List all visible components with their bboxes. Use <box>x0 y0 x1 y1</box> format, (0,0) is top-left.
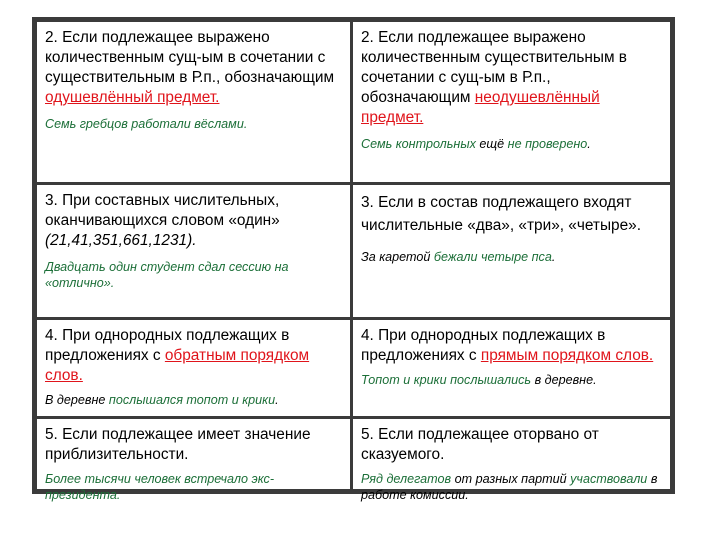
example-part: Ряд делегатов <box>361 472 455 486</box>
rule-text <box>361 28 664 128</box>
rule-lead: 2. Если подлежащее выражено количественным существительным в сочетании с сущ-ым в Р.п., обозначающим <box>361 29 627 106</box>
example-part: участвовали <box>570 472 651 486</box>
example-text: Двадцать один студент сдал сессию на «отлично». <box>45 260 289 290</box>
example-part: не проверено <box>507 137 588 151</box>
example-part: . <box>587 137 591 151</box>
rules-table <box>32 17 675 502</box>
example-part: от разных партий <box>454 472 571 486</box>
rule-lead: 2. Если подлежащее выражено количественным сущ-ым в сочетании с существительным в Р.п., обозначающим <box>45 29 335 86</box>
highlighted-term: неодушевлённый предмет. <box>361 89 600 126</box>
table-cell <box>353 185 670 317</box>
rule-text <box>45 28 344 108</box>
rule-text: 5. Если подлежащее имеет значение приблизительности. <box>45 426 311 463</box>
rule-lead: 4. При однородных подлежащих в предложениях с <box>45 327 290 364</box>
highlighted-term: обратным порядком слов. <box>45 347 310 384</box>
table-cell <box>37 320 350 416</box>
table-cell <box>37 22 350 182</box>
example-part: . <box>275 393 279 407</box>
example-part: Семь контрольных <box>361 137 480 151</box>
highlighted-term: одушевлённый предмет. <box>45 89 220 106</box>
rule-lead: 3. При составных числительных, оканчивающихся словом «один» <box>45 192 280 229</box>
rule-text <box>45 326 344 386</box>
example-part: бежали четыре пса <box>433 250 552 264</box>
rule-lead: 4. При однородных подлежащих в предложениях с <box>361 327 606 364</box>
table-cell <box>353 22 670 182</box>
table-cell <box>353 419 670 502</box>
example-text: Семь гребцов работали вёслами. <box>45 117 248 131</box>
table-cell <box>353 320 670 416</box>
example-part: Топот и крики послышались <box>361 373 535 387</box>
highlighted-term: прямым порядком слов. <box>480 347 654 364</box>
example-part: . <box>593 373 597 387</box>
rule-text: 5. Если подлежащее оторвано от сказуемого. <box>361 426 599 463</box>
example-text <box>361 471 664 503</box>
example-part: . <box>551 250 556 264</box>
rule-text <box>45 191 344 251</box>
example-text <box>45 392 344 408</box>
example-part: . <box>465 488 469 502</box>
example-part: послышался топот и крики <box>108 393 276 407</box>
example-text: Более тысячи человек встречало экс-президента. <box>45 472 275 502</box>
example-text <box>361 136 664 152</box>
example-part: В деревне <box>45 393 109 407</box>
example-part: ещё <box>479 137 508 151</box>
rule-text: 3. Если в состав подлежащего входят числительные «два», «три», «четыре». <box>361 194 641 234</box>
table-cell <box>37 185 350 317</box>
example-part: За каретой <box>361 250 434 264</box>
number-examples: (21,41,351,661,1231). <box>45 232 197 249</box>
table-cell <box>37 419 350 502</box>
example-text <box>361 372 664 388</box>
rule-text <box>361 326 664 366</box>
example-part: в работе комиссии <box>361 472 658 502</box>
example-part: в деревне <box>534 373 594 387</box>
example-text <box>361 249 664 265</box>
